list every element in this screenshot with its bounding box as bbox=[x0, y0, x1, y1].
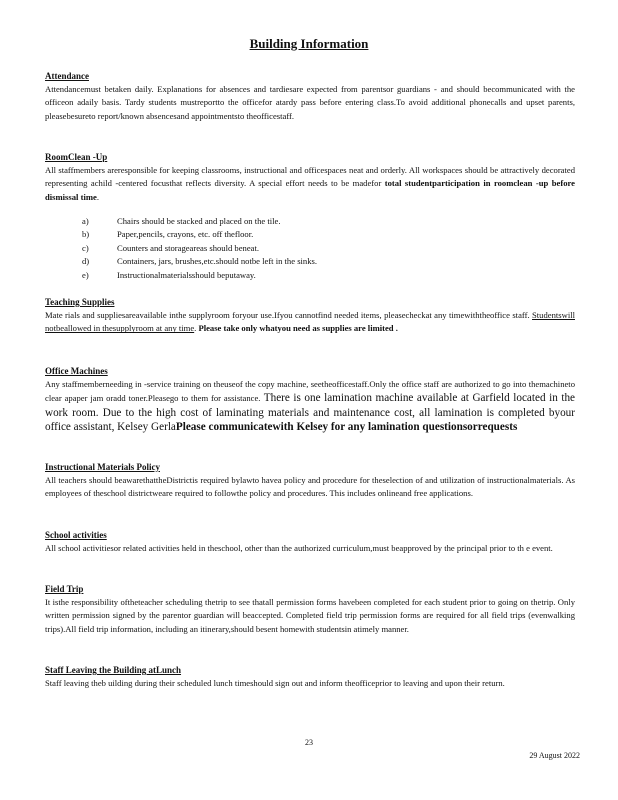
list-item: a) Chairs should be stacked and placed on the tile. bbox=[82, 216, 281, 226]
list-item: b) Paper,pencils, crayons, etc. off thefloor. bbox=[82, 229, 254, 240]
office-machines-section bbox=[45, 365, 575, 435]
supplies-limited-note: Please take only whatyou need as supplies are limited . bbox=[198, 323, 398, 334]
room-clean-list bbox=[82, 215, 442, 282]
field-trip-text: It isthe responsibility oftheteacher scheduling thetrip to see thatall permission forms havebeen completed for each student prior to going on thetrip. Only written permission signed by the parentor guardian will beaccepted. Completed field trip permission forms are required for all field trips (evenwalking trips).All field trip information, including an itinerary,should besent homewith studentsin atimely manner. bbox=[45, 597, 575, 634]
office-machines-heading: Office Machines bbox=[45, 366, 108, 376]
room-clean-section bbox=[45, 151, 575, 204]
footer-date: 29 August 2022 bbox=[529, 751, 580, 760]
field-trip-section bbox=[45, 583, 575, 636]
room-clean-emphasis: total studentparticipation in roomclean -up before dismissal time bbox=[45, 178, 575, 202]
room-clean-text: All staffmembers areresponsible for keeping classrooms, instructional and officespaces neat and orderly. All workspaces should be attractively decorated representing achild -centered focusthat reflects diversity. A special effort needs to be madefor total studentparticipation in roomclean -up before dismissal time. bbox=[45, 165, 575, 202]
school-activities-text: All school activitiesor related activities held in theschool, other than the authorized curriculum,must beapproved by the principal prior to th e event. bbox=[45, 543, 553, 553]
lamination-contact: Please communicatewith Kelsey for any lamination questionsorrequests bbox=[175, 421, 518, 434]
school-activities-section bbox=[45, 529, 575, 555]
list-item: c) Counters and storageareas should beneat. bbox=[82, 242, 259, 253]
teaching-supplies-text: Mate rials and suppliesareavailable inthe supplyroom foryour use.Ifyou cannotfind needed items, pleasecheckat any timewiththeoffice staff. Studentswill notbeallowed in thesupplyroom at any time. Please take only whatyou need as supplies are limited . bbox=[45, 310, 575, 334]
field-trip-heading: Field Trip bbox=[45, 584, 84, 594]
staff-leaving-section bbox=[45, 664, 575, 690]
page-title: Building Information bbox=[249, 36, 369, 51]
supply-room-rule: Studentswill notbeallowed in thesupplyroom at any time bbox=[45, 310, 575, 334]
instructional-materials-text: All teachers should beawarethattheDistrictis required bylawto havea policy and procedure for theselection of and utilization of instructionalmaterials. As employees of theschool districtweare required to followthe policy and procedures. This includes onlineand free applications. bbox=[45, 475, 575, 499]
staff-leaving-text: Staff leaving theb uilding during their scheduled lunch timeshould sign out and inform theofficeprior to leaving and upon their return. bbox=[45, 678, 505, 688]
staff-leaving-heading: Staff Leaving the Building atLunch bbox=[45, 665, 182, 675]
instructional-materials-section bbox=[45, 461, 575, 501]
room-clean-heading: RoomClean -Up bbox=[45, 152, 108, 162]
lamination-note: There is one lamination machine available at Garfield located in the work room. Due to the high cost of laminating materials and maintenance cost, all lamination is completed byour office assistant, Kelsey Gerla bbox=[45, 392, 575, 434]
instructional-materials-heading: Instructional Materials Policy bbox=[45, 462, 160, 472]
attendance-section bbox=[45, 70, 575, 123]
teaching-supplies-heading: Teaching Supplies bbox=[45, 297, 115, 307]
office-machines-text: Any staffmemberneeding in -service training on theuseof the copy machine, seetheofficestaff.Only the office staff are authorized to go into themachineto clear apaper jam oradd toner.Pleasego to them for assistance. There is one lamination machine available at Garfield located in the work room. Due to the high cost of laminating materials and maintenance cost, all lamination is completed byour office assistant, Kelsey GerlaPlease communicatewith Kelsey for any lamination questionsorrequests bbox=[45, 379, 575, 434]
list-item: d) Containers, jars, brushes,etc.should notbe left in the sinks. bbox=[82, 256, 318, 267]
attendance-heading: Attendance bbox=[45, 71, 89, 81]
page-number: 23 bbox=[305, 738, 313, 747]
attendance-text: Attendancemust betaken daily. Explanations for absences and tardiesare expected from parentsor guardians - and should becommunicated with the officeon adaily basis. Tardy students mustreportto the officefor atardy pass before entering class.To avoid additional phonecalls and upset parents, pleasebesureto report/known absencesand appointmentsto theofficestaff. bbox=[45, 84, 575, 121]
list-item: e) Instructionalmaterialsshould beputaway. bbox=[82, 269, 256, 280]
school-activities-heading: School activities bbox=[45, 530, 107, 540]
teaching-supplies-section bbox=[45, 296, 575, 336]
